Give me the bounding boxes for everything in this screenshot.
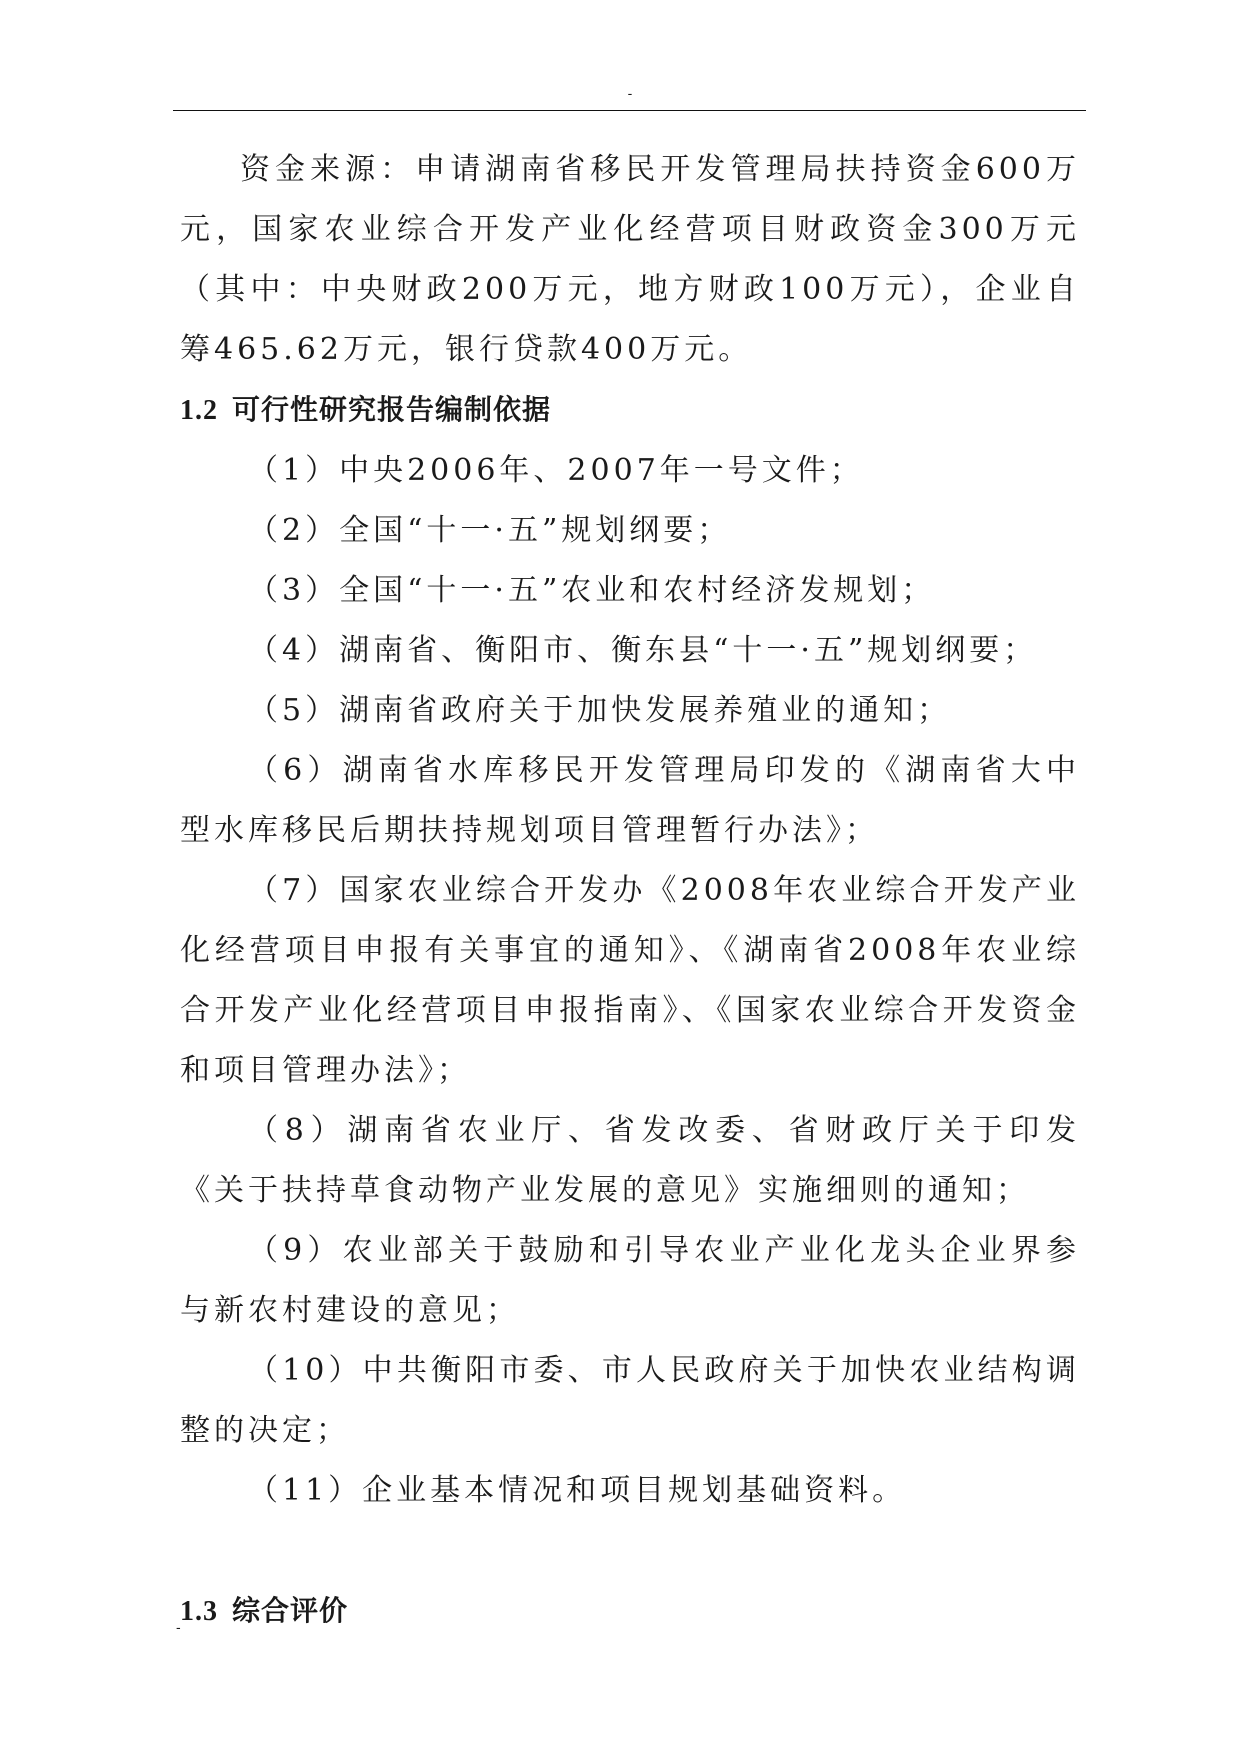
basis-item: （11）企业基本情况和项目规划基础资料。: [248, 1473, 907, 1508]
section-title: 综合评价: [232, 1594, 349, 1627]
basis-item: （8）湖南省农业厅、省发改委、省财政厅关于印发《关于扶持草食动物产业发展的意见》实施细则的通知；: [180, 1113, 1080, 1208]
section-number: 1.2: [180, 395, 218, 426]
section-heading-1-2: [180, 380, 1080, 441]
basis-item: （6）湖南省水库移民开发管理局印发的《湖南省大中型水库移民后期扶持规划项目管理暂行办法》；: [180, 753, 1080, 848]
basis-item: （10）中共衡阳市委、市人民政府关于加快农业结构调整的决定；: [180, 1353, 1080, 1448]
basis-item: （1）中央2006年、2007年一号文件；: [248, 453, 864, 488]
page-footer-mark: -: [176, 1619, 181, 1635]
basis-item: （5）湖南省政府关于加快发展养殖业的通知；: [248, 693, 952, 728]
basis-item: （7）国家农业综合开发办《2008年农业综合开发产业化经营项目申报有关事宜的通知》、《湖南省2008年农业综合开发产业化经营项目申报指南》、《国家农业综合开发资金和项目管理办法》；: [180, 873, 1080, 1088]
page-header-mark: -: [627, 85, 633, 101]
section-title: 可行性研究报告编制依据: [232, 393, 552, 426]
basis-item: （3）全国“十一·五”农业和农村经济发规划；: [248, 573, 936, 608]
basis-item: （4）湖南省、衡阳市、衡东县“十一·五”规划纲要；: [248, 633, 1038, 668]
section-number: 1.3: [180, 1596, 218, 1627]
header-rule: [173, 110, 1086, 111]
basis-item: （9）农业部关于鼓励和引导农业产业化龙头企业界参与新农村建设的意见；: [180, 1233, 1080, 1328]
section-heading-1-3: [180, 1581, 1080, 1642]
section-spacer: [180, 1521, 1080, 1581]
basis-item: （2）全国“十一·五”规划纲要；: [248, 513, 732, 548]
funding-source-paragraph: 资金来源：申请湖南省移民开发管理局扶持资金600万元，国家农业综合开发产业化经营项目财政资金300万元（其中：中央财政200万元，地方财政100万元），企业自筹465.62万元，银行贷款400万元。: [180, 152, 1080, 367]
document-body: [180, 140, 1080, 1642]
